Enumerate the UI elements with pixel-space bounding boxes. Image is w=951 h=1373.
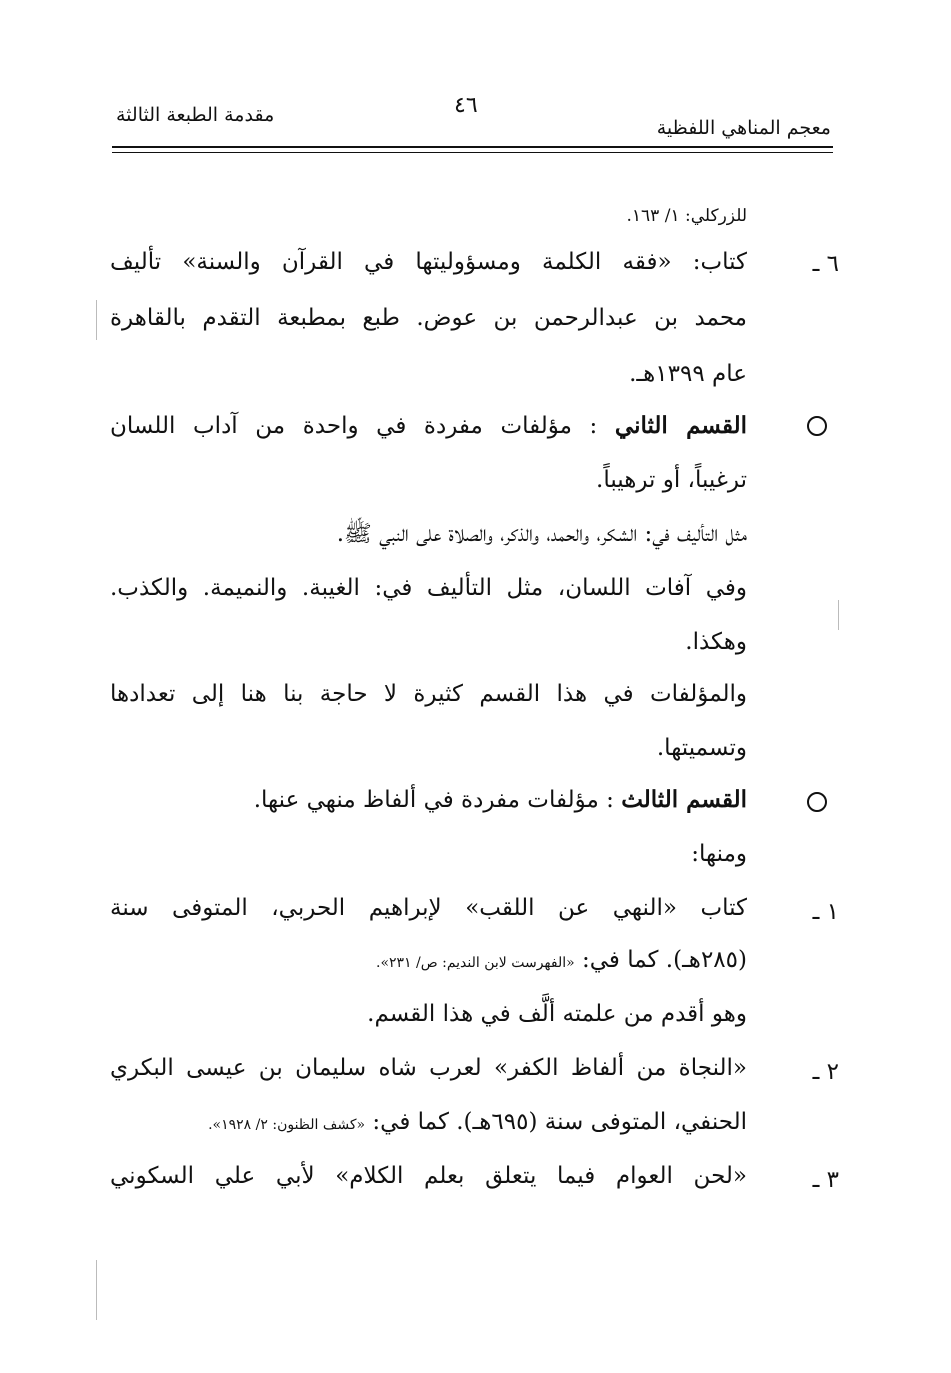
item-2-citation: «كشف الظنون: ٢/ ١٩٢٨». bbox=[208, 1117, 366, 1133]
paragraph-line: وتسميتها. bbox=[656, 735, 747, 761]
item-1-line-1: كتاب «النهي عن اللقب» لإبراهيم الحربي، المتوفى سنة bbox=[110, 895, 747, 921]
item-6-line-3: عام ١٣٩٩هـ. bbox=[629, 361, 747, 387]
item-number-1: ١ ـ bbox=[812, 899, 839, 925]
item-6-line-2: محمد بن عبدالرحمن بن عوض. طبع بمطبعة التقدم بالقاهرة bbox=[110, 305, 747, 331]
item-2-date: الحنفي، المتوفى سنة (٦٩٥هـ). كما في: bbox=[365, 1109, 747, 1135]
item-1-line-2 bbox=[376, 942, 747, 981]
section-2-description: : مؤلفات مفردة في واحدة من آداب اللسان bbox=[110, 413, 615, 439]
running-header-book-title: معجم المناهي اللفظية bbox=[656, 117, 831, 139]
page-number: ٤٦ bbox=[454, 93, 478, 118]
section-bullet-circle bbox=[807, 416, 827, 436]
header-rule-thin bbox=[112, 152, 833, 153]
running-header-section-title: مقدمة الطبعة الثالثة bbox=[116, 104, 275, 126]
item-3-line-1: «لحن العوام فيما يتعلق بعلم الكلام» لأبي علي السكوني bbox=[110, 1163, 747, 1189]
scan-artifact bbox=[96, 300, 97, 340]
section-2-line-2: ترغيباً، أو ترهيباً. bbox=[596, 467, 747, 493]
item-2-line-1: «النجاة من ألفاظ الكفر» لعرب شاه سليمان بن عيسى البكري bbox=[110, 1055, 747, 1081]
section-3-heading-line bbox=[254, 782, 747, 818]
paragraph-line: مثل التأليف في: الشكر، والحمد، والذكر، والصلاة على النبي ﷺ. bbox=[336, 521, 747, 547]
paragraph-line: ومنها: bbox=[691, 841, 747, 867]
section-2-title: القسم الثاني bbox=[614, 412, 747, 439]
scan-artifact bbox=[838, 600, 839, 630]
scan-artifact bbox=[96, 1260, 97, 1320]
item-6-line-1: كتاب: «فقه الكلمة ومسؤوليتها في القرآن والسنة» تأليف bbox=[110, 249, 747, 275]
section-2-heading-line bbox=[110, 408, 747, 444]
item-2-line-2 bbox=[208, 1104, 747, 1143]
footnote-continuation: للزركلي: ١/ ١٦٣. bbox=[626, 206, 747, 226]
item-number-2: ٢ ـ bbox=[812, 1059, 839, 1085]
item-number-3: ٣ ـ bbox=[812, 1167, 839, 1193]
item-1-date: (٢٨٥هـ). كما في: bbox=[574, 947, 747, 973]
section-bullet-circle bbox=[807, 792, 827, 812]
paragraph-line: وفي آفات اللسان، مثل التأليف في: الغيبة. والنميمة. والكذب. bbox=[110, 575, 747, 601]
section-3-description: : مؤلفات مفردة في ألفاظ منهي عنها. bbox=[253, 787, 622, 813]
item-1-citation: «الفهرست لابن النديم: ص/ ٢٣١». bbox=[376, 955, 575, 971]
paragraph-line: وهكذا. bbox=[685, 629, 747, 655]
paragraph-line: وهو أقدم من علمته ألَّف في هذا القسم. bbox=[367, 1001, 747, 1027]
header-rule-thick bbox=[112, 146, 833, 148]
paragraph-line: والمؤلفات في هذا القسم كثيرة لا حاجة بنا هنا إلى تعدادها bbox=[110, 681, 747, 707]
item-number-6: ٦ ـ bbox=[812, 251, 839, 277]
section-3-title: القسم الثالث bbox=[621, 786, 747, 813]
